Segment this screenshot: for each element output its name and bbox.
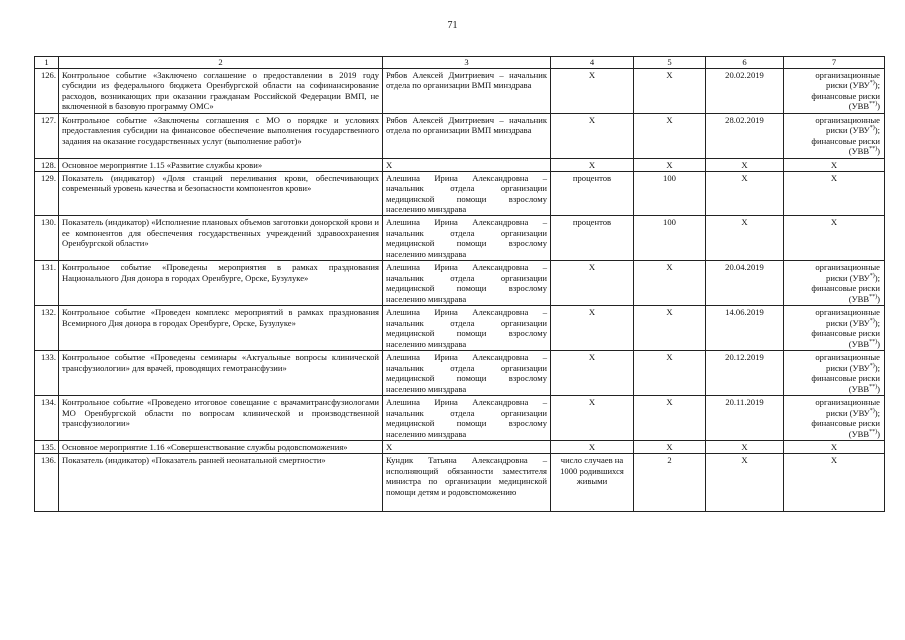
row-number: 126. <box>35 68 59 113</box>
row-responsible: Алешина Ирина Александровна – начальник отдела организации медицинской помощи взрослому населению минздрава <box>383 395 551 440</box>
risk-footnote-mark: *) <box>869 125 875 132</box>
risk-label: ); <box>874 80 880 91</box>
table-row <box>35 68 885 113</box>
risk-label: (УВВ <box>848 383 870 394</box>
row-responsible: Алешина Ирина Александровна – начальник отдела организации медицинской помощи взрослому населению минздрава <box>383 215 551 260</box>
risk-label: (УВВ <box>848 146 870 157</box>
row-value: 100 <box>634 171 706 215</box>
row-value: Х <box>634 440 706 453</box>
row-date: Х <box>706 453 784 511</box>
table-row <box>35 395 885 440</box>
row-responsible: Алешина Ирина Александровна – начальник отдела организации медицинской помощи взрослому населению минздрава <box>383 350 551 395</box>
row-unit: число случаев на 1000 родившихся живыми <box>551 453 634 511</box>
row-unit: Х <box>551 440 634 453</box>
row-responsible: Рябов Алексей Дмитриевич – начальник отдела по организации ВМП минздрава <box>383 113 551 158</box>
row-date: 14.06.2019 <box>706 305 784 350</box>
risk-label: финансовые риски <box>811 135 880 146</box>
risk-label: организационные <box>815 306 880 317</box>
row-event: Основное мероприятие 1.16 «Совершенствование службы родовспоможения» <box>59 440 383 453</box>
row-unit: Х <box>551 260 634 305</box>
risk-label: риски (УВУ <box>826 80 870 91</box>
row-event: Контрольное событие «Проведен комплекс мероприятий в рамках празднования Всемирного Дня донора в городах Оренбурге, Орске, Бузулуке» <box>59 305 383 350</box>
row-value: Х <box>634 395 706 440</box>
risk-footnote-mark: **) <box>869 338 878 345</box>
row-risks: Х <box>784 215 885 260</box>
risk-label: риски (УВУ <box>826 125 870 136</box>
row-unit: процентов <box>551 215 634 260</box>
row-number: 131. <box>35 260 59 305</box>
risk-label: ) <box>877 428 880 439</box>
row-risks: Х <box>784 158 885 171</box>
row-unit: Х <box>551 158 634 171</box>
row-unit: Х <box>551 113 634 158</box>
row-date: Х <box>706 158 784 171</box>
table-row <box>35 158 885 171</box>
risk-label: (УВВ <box>848 101 870 112</box>
row-date: 28.02.2019 <box>706 113 784 158</box>
activity-table <box>34 56 885 512</box>
risk-label: ) <box>877 338 880 349</box>
risk-label: ) <box>877 101 880 112</box>
risk-label: риски (УВУ <box>826 407 870 418</box>
table-row <box>35 171 885 215</box>
row-number: 130. <box>35 215 59 260</box>
row-date: Х <box>706 171 784 215</box>
row-date: Х <box>706 440 784 453</box>
row-number: 134. <box>35 395 59 440</box>
risk-footnote-mark: **) <box>869 101 878 108</box>
row-event: Контрольное событие «Заключены соглашения с МО о порядке и условиях предоставления субсидии на финансовое обеспечение выполнения государственного задания на оказание государственных услуг (выполнение работ)» <box>59 113 383 158</box>
row-number: 135. <box>35 440 59 453</box>
risk-label: финансовые риски <box>811 328 880 339</box>
row-date: Х <box>706 215 784 260</box>
row-date: 20.11.2019 <box>706 395 784 440</box>
header-cell: 2 <box>59 57 383 69</box>
risk-label: риски (УВУ <box>826 272 870 283</box>
risk-label: финансовые риски <box>811 90 880 101</box>
row-unit: Х <box>551 305 634 350</box>
header-cell: 3 <box>383 57 551 69</box>
row-unit: Х <box>551 68 634 113</box>
row-date: 20.04.2019 <box>706 260 784 305</box>
risk-label: ); <box>874 272 880 283</box>
row-date: 20.12.2019 <box>706 350 784 395</box>
risk-label: ); <box>874 125 880 136</box>
risk-footnote-mark: **) <box>869 383 878 390</box>
risk-label: ); <box>874 317 880 328</box>
risk-label: организационные <box>815 114 880 125</box>
risk-footnote-mark: **) <box>869 428 878 435</box>
row-date: 20.02.2019 <box>706 68 784 113</box>
risk-footnote-mark: **) <box>869 293 878 300</box>
risk-label: финансовые риски <box>811 373 880 384</box>
row-value: Х <box>634 260 706 305</box>
risk-footnote-mark: **) <box>869 146 878 153</box>
row-event: Показатель (индикатор) «Исполнение плановых объемов заготовки донорской крови и ее компонентов для обеспечения государственных учреждений здравоохранения Оренбургской области» <box>59 215 383 260</box>
row-number: 133. <box>35 350 59 395</box>
table-row <box>35 260 885 305</box>
risk-label: организационные <box>815 69 880 80</box>
row-unit: процентов <box>551 171 634 215</box>
page-number: 71 <box>447 20 458 31</box>
risk-label: организационные <box>815 396 880 407</box>
row-event: Показатель (индикатор) «Доля станций переливания крови, обеспечивающих современный уровень качества и безопасности компонентов крови» <box>59 171 383 215</box>
row-responsible: Алешина Ирина Александровна – начальник отдела организации медицинской помощи взрослому населению минздрава <box>383 305 551 350</box>
risk-label: ); <box>874 362 880 373</box>
table-row <box>35 440 885 453</box>
row-responsible: Х <box>383 440 551 453</box>
header-cell: 1 <box>35 57 59 69</box>
header-cell: 4 <box>551 57 634 69</box>
row-risks: Х <box>784 171 885 215</box>
row-value: 100 <box>634 215 706 260</box>
row-event: Контрольное событие «Проведены мероприятия в рамках празднования Национального Дня донора в городах Оренбурге, Орске, Бузулуке» <box>59 260 383 305</box>
table-row <box>35 215 885 260</box>
row-unit: Х <box>551 350 634 395</box>
row-event: Основное мероприятие 1.15 «Развитие службы крови» <box>59 158 383 171</box>
row-risks <box>784 68 885 113</box>
row-event: Показатель (индикатор) «Показатель ранней неонатальной смертности» <box>59 453 383 511</box>
header-cell: 7 <box>784 57 885 69</box>
row-value: Х <box>634 158 706 171</box>
row-responsible: Алешина Ирина Александровна – начальник отдела организации медицинской помощи взрослому населению минздрава <box>383 171 551 215</box>
risk-footnote-mark: *) <box>869 362 875 369</box>
header-cell: 6 <box>706 57 784 69</box>
row-risks <box>784 395 885 440</box>
risk-label: (УВВ <box>848 293 870 304</box>
row-value: Х <box>634 68 706 113</box>
row-value: Х <box>634 350 706 395</box>
risk-footnote-mark: *) <box>869 407 875 414</box>
row-value: Х <box>634 113 706 158</box>
row-event: Контрольное событие «Проведено итоговое совещание с врачамитрансфузиологами МО Оренбургской области по вопросам клинической и производственной трансфузиологии» <box>59 395 383 440</box>
risk-label: ); <box>874 407 880 418</box>
row-responsible: Кундик Татьяна Александровна – исполняющий обязанности заместителя министра по организации медицинской помощи детям и родовспоможению <box>383 453 551 511</box>
table-row <box>35 113 885 158</box>
row-event: Контрольное событие «Проведены семинары «Актуальные вопросы клинической трансфузиологии» для врачей, проводящих гемотрансфузии» <box>59 350 383 395</box>
row-responsible: Рябов Алексей Дмитриевич – начальник отдела по организации ВМП минздрава <box>383 68 551 113</box>
table-row <box>35 453 885 511</box>
row-risks <box>784 350 885 395</box>
header-cell: 5 <box>634 57 706 69</box>
row-number: 127. <box>35 113 59 158</box>
risk-label: ) <box>877 293 880 304</box>
risk-label: организационные <box>815 351 880 362</box>
risk-label: ) <box>877 146 880 157</box>
risk-label: (УВВ <box>848 338 870 349</box>
row-value: Х <box>634 305 706 350</box>
risk-footnote-mark: *) <box>869 80 875 87</box>
row-risks <box>784 305 885 350</box>
risk-label: ) <box>877 383 880 394</box>
row-value: 2 <box>634 453 706 511</box>
risk-label: риски (УВУ <box>826 362 870 373</box>
row-number: 136. <box>35 453 59 511</box>
row-risks <box>784 113 885 158</box>
risk-label: организационные <box>815 261 880 272</box>
row-risks <box>784 260 885 305</box>
row-number: 132. <box>35 305 59 350</box>
risk-label: финансовые риски <box>811 418 880 429</box>
row-number: 129. <box>35 171 59 215</box>
table-header-row <box>35 57 885 69</box>
row-number: 128. <box>35 158 59 171</box>
risk-label: риски (УВУ <box>826 317 870 328</box>
risk-label: (УВВ <box>848 428 870 439</box>
row-event: Контрольное событие «Заключено соглашение о предоставлении в 2019 году субсидии из федерального бюджета Оренбургской области на софинансирование расходов, возникающих при оказании гражданам Российской Федерации ВМП, не включенной в базовую программу ОМС» <box>59 68 383 113</box>
table-row <box>35 350 885 395</box>
risk-label: финансовые риски <box>811 283 880 294</box>
table-row <box>35 305 885 350</box>
row-risks: Х <box>784 453 885 511</box>
risk-footnote-mark: *) <box>869 272 875 279</box>
row-unit: Х <box>551 395 634 440</box>
risk-footnote-mark: *) <box>869 317 875 324</box>
row-responsible: Х <box>383 158 551 171</box>
row-risks: Х <box>784 440 885 453</box>
row-responsible: Алешина Ирина Александровна – начальник отдела организации медицинской помощи взрослому населению минздрава <box>383 260 551 305</box>
